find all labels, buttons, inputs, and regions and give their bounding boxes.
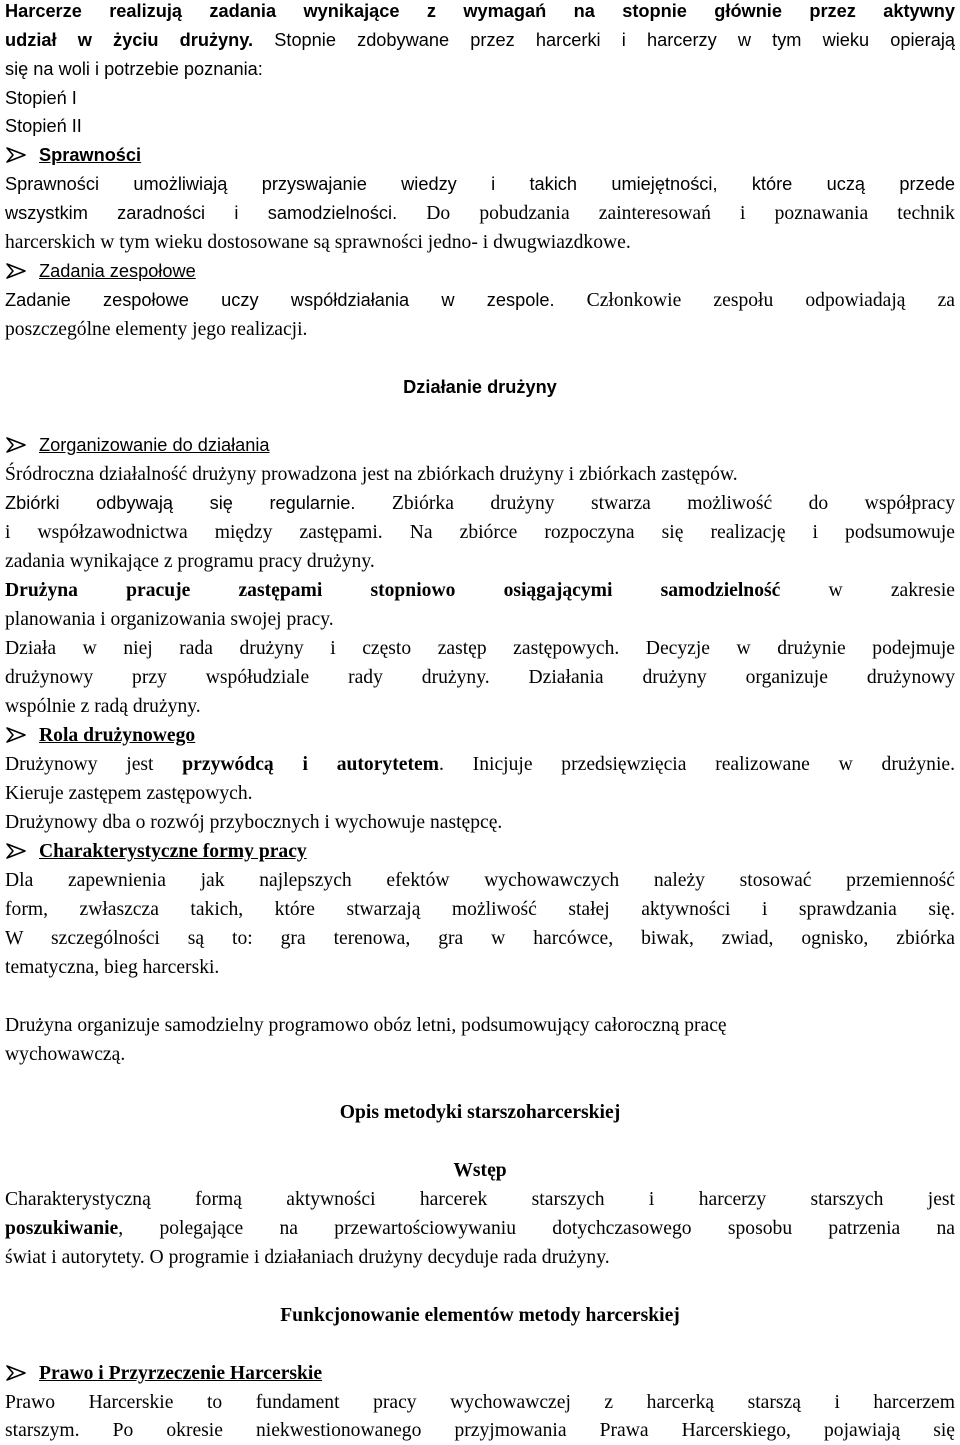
paragraph-line: się na woli i potrzebie poznania:: [5, 59, 263, 79]
paragraph-line: świat i autorytety. O programie i działaniach drużyny decyduje rada drużyny.: [5, 1247, 610, 1268]
paragraph-line: form, zwłaszcza takich, które stwarzają możliwość stałej aktywności i sprawdzania się.: [5, 899, 955, 920]
arrow-bullet-icon: [5, 842, 27, 860]
section-title: Funkcjonowanie elementów metody harcerskiej: [280, 1305, 680, 1326]
bullet-heading-sprawnosci: Sprawności: [5, 141, 141, 170]
section-title: Opis metodyki starszoharcerskiej: [339, 1102, 621, 1123]
paragraph-line: planowania i organizowania swojej pracy.: [5, 609, 334, 630]
paragraph-line: Harcerze realizują zadania wynikające z wymagań na stopnie głównie przez aktywny: [5, 1, 955, 21]
paragraph-line: Drużyna pracuje zastępami stopniowo osiągającymi samodzielność w zakresie: [5, 580, 955, 601]
paragraph-line: Śródroczna działalność drużyny prowadzona jest na zbiórkach drużyny i zbiórkach zastępów.: [5, 464, 738, 485]
paragraph-line: Stopień II: [5, 116, 82, 136]
paragraph-line: tematyczna, bieg harcerski.: [5, 957, 220, 978]
paragraph-line: Kieruje zastępem zastępowych.: [5, 783, 253, 804]
bullet-heading-zadania: Zadania zespołowe: [5, 257, 196, 286]
paragraph-line: Sprawności umożliwiają przyswajanie wiedzy i takich umiejętności, które uczą przede: [5, 174, 955, 194]
arrow-bullet-icon: [5, 436, 27, 454]
paragraph-line: harcerskich w tym wieku dostosowane są sprawności jedno- i dwugwiazdkowe.: [5, 232, 631, 253]
paragraph-line: Charakterystyczną formą aktywności harcerek starszych i harcerzy starszych jest: [5, 1189, 955, 1210]
arrow-bullet-icon: [5, 726, 27, 744]
paragraph-line: i współzawodnictwa między zastępami. Na zbiórce rozpoczyna się realizację i podsumowuje: [5, 522, 955, 543]
paragraph-line: Zbiórki odbywają się regularnie. Zbiórka drużyny stwarza możliwość do współpracy: [5, 493, 955, 514]
paragraph-line: Zadanie zespołowe uczy współdziałania w zespole. Członkowie zespołu odpowiadają za: [5, 290, 955, 311]
paragraph-line: Działa w niej rada drużyny i często zastęp zastępowych. Decyzje w drużynie podejmuje: [5, 638, 955, 659]
paragraph-line: W szczególności są to: gra terenowa, gra w harcówce, biwak, zwiad, ognisko, zbiórka: [5, 928, 955, 949]
arrow-bullet-icon: [5, 146, 27, 164]
bullet-heading-formy: Charakterystyczne formy pracy: [5, 837, 307, 866]
paragraph-line: udział w życiu drużyny. Stopnie zdobywane przez harcerki i harcerzy w tym wieku opierają: [5, 30, 955, 50]
arrow-bullet-icon: [5, 262, 27, 280]
paragraph-line: zadania wynikające z programu pracy drużyny.: [5, 551, 375, 572]
paragraph-line: Prawo Harcerskie to fundament pracy wychowawczej z harcerką starszą i harcerzem: [5, 1392, 955, 1413]
bullet-heading-prawo: Prawo i Przyrzeczenie Harcerskie: [5, 1359, 322, 1388]
section-title: Wstęp: [453, 1160, 507, 1181]
paragraph-line: starszym. Po okresie niekwestionowanego przyjmowania Prawa Harcerskiego, pojawiają się: [5, 1420, 955, 1441]
paragraph-line: Dla zapewnienia jak najlepszych efektów wychowawczych należy stosować przemienność: [5, 870, 955, 891]
paragraph-line: Drużyna organizuje samodzielny programowo obóz letni, podsumowujący całoroczną pracę: [5, 1015, 727, 1036]
paragraph-line: poszczególne elementy jego realizacji.: [5, 319, 308, 340]
bullet-heading-zorganizowanie: Zorganizowanie do działania: [5, 431, 270, 460]
section-title: Działanie drużyny: [403, 377, 557, 397]
paragraph-line: Drużynowy dba o rozwój przybocznych i wychowuje następcę.: [5, 812, 503, 833]
paragraph-line: wspólnie z radą drużyny.: [5, 696, 201, 717]
paragraph-line: poszukiwanie, polegające na przewartościowywaniu dotychczasowego sposobu patrzenia na: [5, 1218, 955, 1239]
bullet-heading-rola: Rola drużynowego: [5, 721, 195, 750]
paragraph-line: wychowawczą.: [5, 1044, 126, 1065]
paragraph-line: drużynowy przy współudziale rady drużyny. Działania drużyny organizuje drużynowy: [5, 667, 955, 688]
paragraph-line: Drużynowy jest przywódcą i autorytetem. Inicjuje przedsięwzięcia realizowane w drużynie.: [5, 754, 955, 775]
paragraph-line: Stopień I: [5, 88, 77, 108]
arrow-bullet-icon: [5, 1364, 27, 1382]
paragraph-line: wszystkim zaradności i samodzielności. Do pobudzania zainteresowań i poznawania technik: [5, 203, 955, 224]
